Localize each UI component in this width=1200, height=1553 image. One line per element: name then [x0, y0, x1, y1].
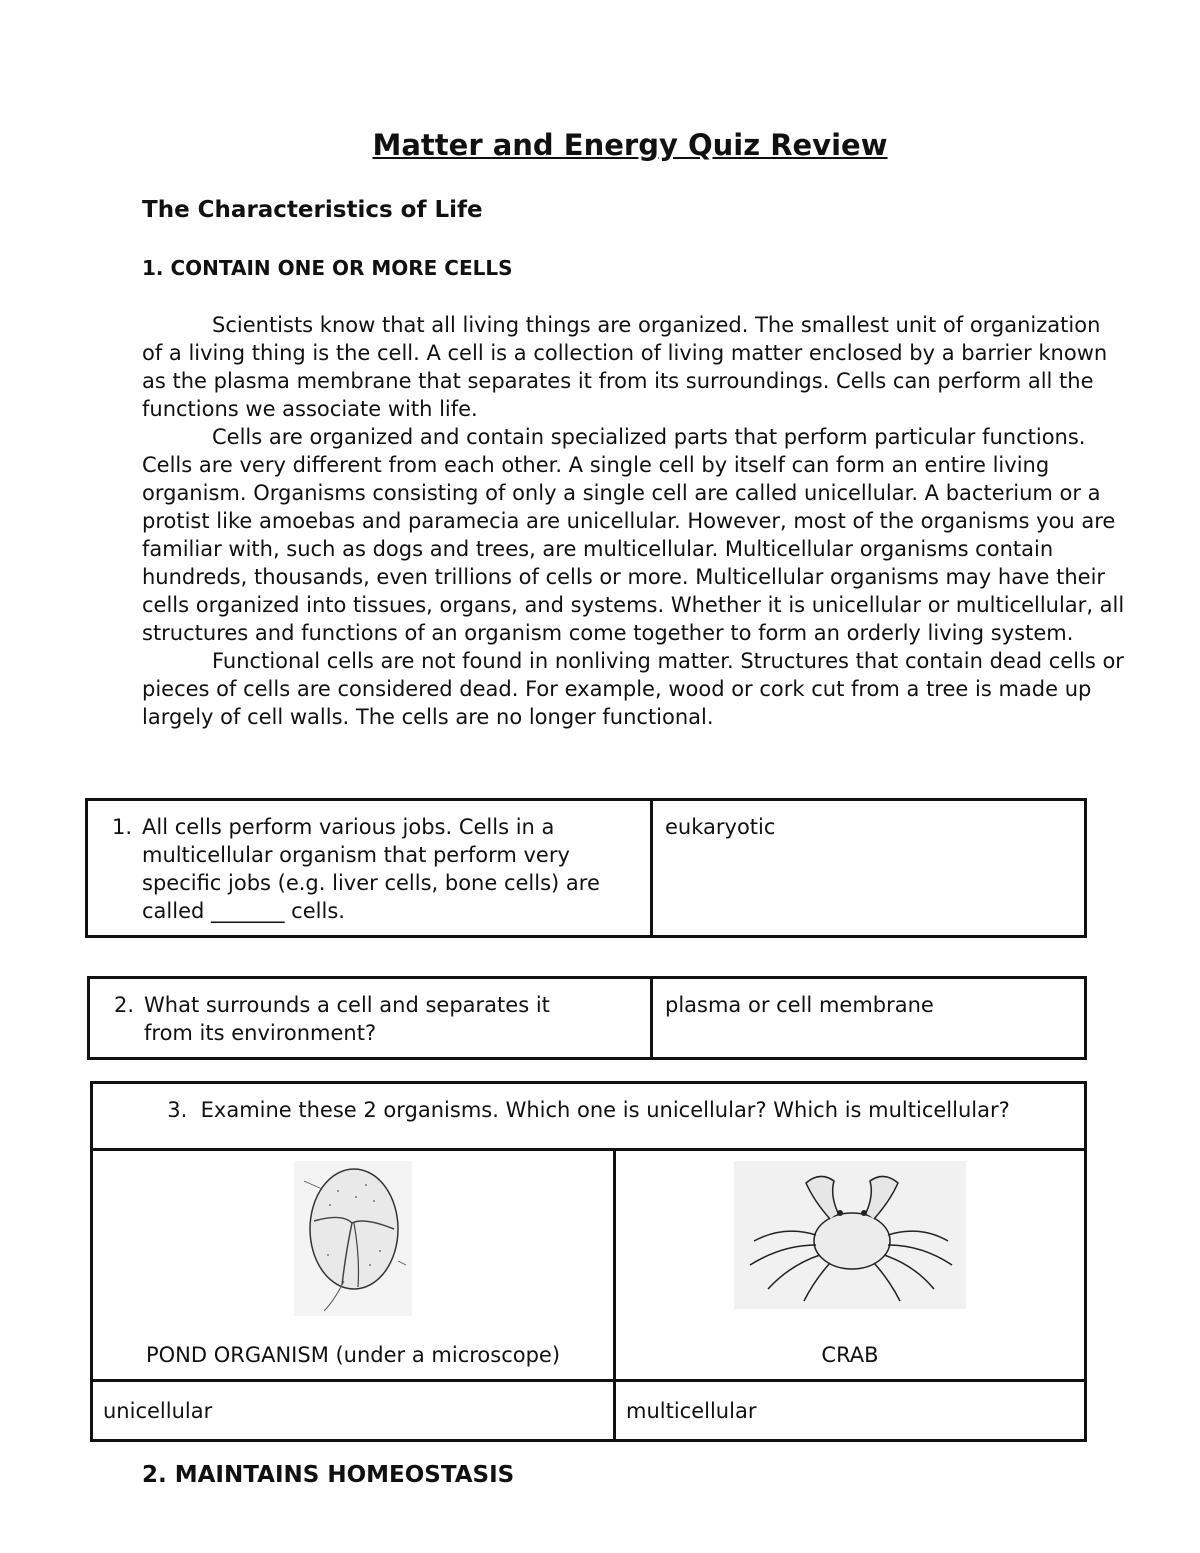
- document-title: Matter and Energy Quiz Review: [372, 128, 888, 162]
- question-1-cell: [87, 800, 652, 937]
- question-1-number: 1.: [111, 815, 132, 839]
- crab-answer: multicellular: [615, 1381, 1086, 1441]
- question-1-text: All cells perform various jobs. Cells in a multicellular organism that perform very specific jobs (e.g. liver cells, bone cells) are called _______ cells.: [142, 815, 600, 923]
- pond-organism-cell: [92, 1150, 615, 1381]
- subsection-heading-2: 2. MAINTAINS HOMEOSTASIS: [142, 1462, 515, 1488]
- crab-image: [734, 1161, 966, 1309]
- question-2-cell: [89, 978, 652, 1059]
- question-2-text: What surrounds a cell and separates it from its environment?: [144, 993, 550, 1045]
- question-2-number: 2.: [113, 993, 134, 1017]
- pond-organism-answer: unicellular: [92, 1381, 615, 1441]
- question-2-table: [87, 976, 1087, 1060]
- question-1-answer: eukaryotic: [652, 800, 1086, 937]
- question-3-header: [92, 1083, 1086, 1150]
- paragraph-1: Scientists know that all living things are organized. The smallest unit of organization of a living thing is the cell. A cell is a collection of living matter enclosed by a barrier known as the plasma membrane that separates it from its surroundings. Cells can perform all the functions we associate with life.: [142, 313, 1108, 421]
- question-1-table: [85, 798, 1087, 938]
- paragraph-3: Functional cells are not found in nonliving matter. Structures that contain dead cells or pieces of cells are considered dead. For example, wood or cork cut from a tree is made up largely of cell walls. The cells are no longer functional.: [142, 649, 1124, 729]
- section-title: The Characteristics of Life: [142, 197, 483, 223]
- body-text: [142, 311, 1127, 731]
- pond-organism-caption: POND ORGANISM (under a microscope): [145, 1343, 561, 1367]
- paragraph-2: Cells are organized and contain specialized parts that perform particular functions. Cells are very different from each other. A single cell by itself can form an entire living organism. Organisms consisting of only a single cell are called unicellular. A bacterium or a protist like amoebas and paramecia are unicellular. However, most of the organisms you are familiar with, such as dogs and trees, are multicellular. Multicellular organisms contain hundreds, thousands, even trillions of cells or more. Multicellular organisms may have their cells organized into tissues, organs, and systems. Whether it is unicellular or multicellular, all structures and functions of an organism come together to form an orderly living system.: [142, 425, 1125, 645]
- question-2-answer: plasma or cell membrane: [652, 978, 1086, 1059]
- subsection-heading-1: 1. CONTAIN ONE OR MORE CELLS: [142, 256, 513, 280]
- question-3-table: [90, 1081, 1087, 1442]
- question-3-number: 3.: [167, 1098, 188, 1122]
- crab-cell: [615, 1150, 1086, 1381]
- crab-caption: CRAB: [821, 1343, 879, 1367]
- question-3-text: Examine these 2 organisms. Which one is unicellular? Which is multicellular?: [200, 1098, 1010, 1122]
- pond-organism-image: [294, 1161, 412, 1316]
